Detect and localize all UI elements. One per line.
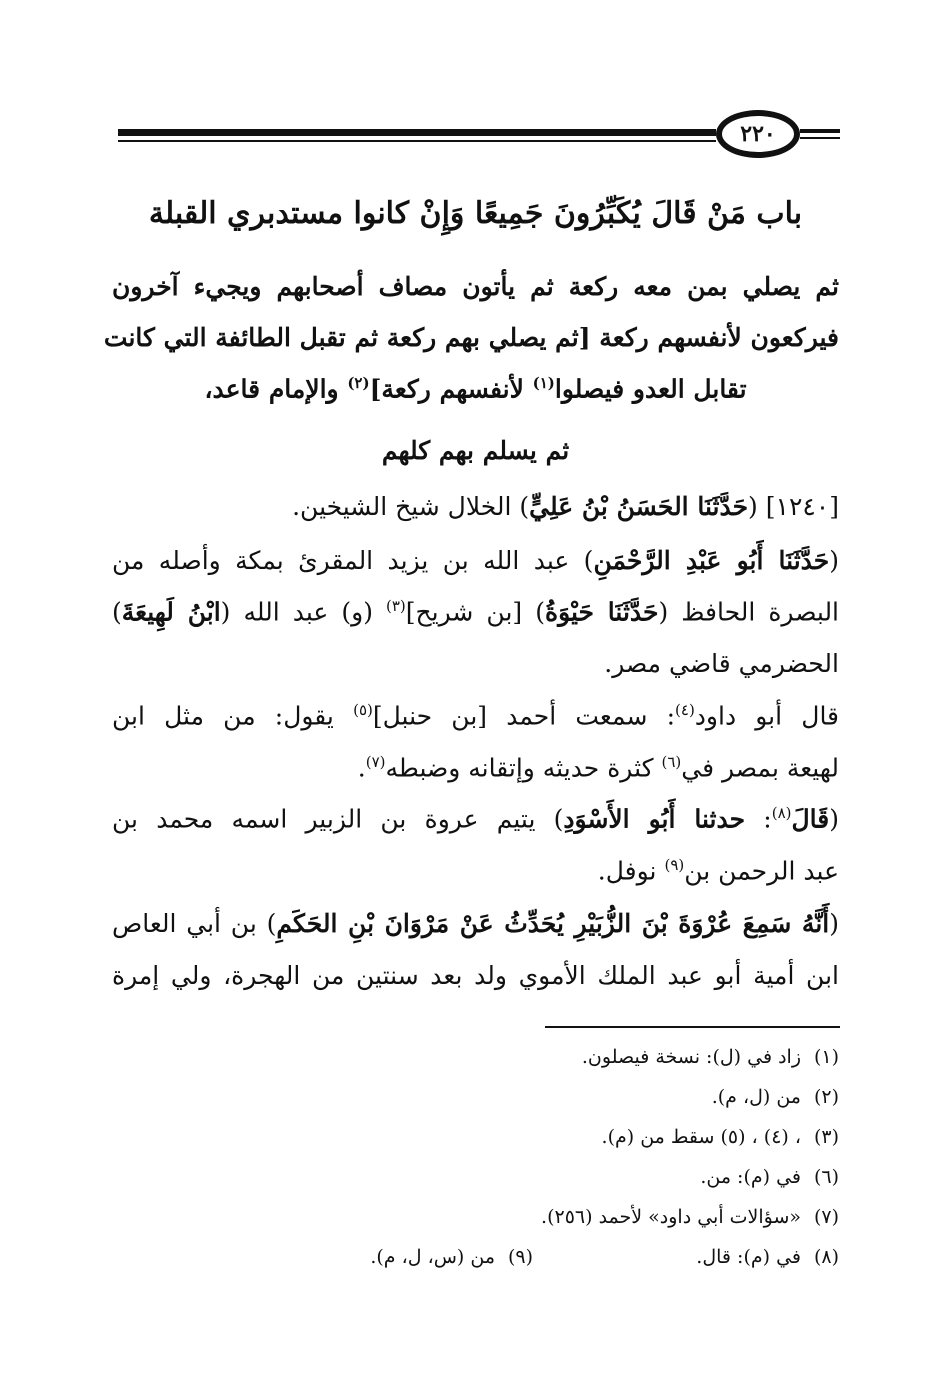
text-line-12: عبد الرحمن بن$^{(٩)}$ نوفل. (597, 856, 839, 886)
header-rule-thick (118, 129, 716, 136)
footnote-9: (٩)من (س، ل، م). (370, 1246, 533, 1268)
footnote-1: (١)زاد في (ل): نسخة فيصلون. (581, 1046, 839, 1068)
text-line-10: لهيعة بمصر في$^{(٦)}$ كثرة حديثه وإتقانه وضبطه$^{(٧)}$. (357, 753, 839, 783)
text-line-8: الحضرمي قاضي مصر. (604, 649, 839, 678)
header-rule-right-thin (800, 137, 840, 139)
text-line-1: ثم يصلي بمن معه ركعة ثم يأتون مصاف أصحابهم ويجيء آخرون (112, 272, 839, 301)
header-rule-thin (118, 140, 716, 142)
footnote-ref: (٩) (664, 856, 685, 874)
text-line-4: ثم يسلم بهم كلهم (381, 436, 570, 465)
footnote-ref: (١) (532, 374, 555, 392)
chapter-title: باب مَنْ قَالَ يُكَبِّرُونَ جَمِيعًا وَإِنْ كانوا مستدبري القبلة (148, 196, 803, 231)
text-line-13: (أَنَّهُ سَمِعَ عُرْوَةَ بْنَ الزُّبَيْرِ يُحَدِّثُ عَنْ مَرْوَانَ بْنِ الحَكَمِ) بن أبي العاص (112, 909, 839, 938)
footnote-ref: (٤) (675, 701, 695, 719)
footnote-8: (٨)في (م): قال. (696, 1246, 839, 1268)
page-number: ٢٢٠ (716, 110, 800, 158)
footnote-ref: (٦) (661, 753, 682, 771)
hadith-number-line: [١٢٤٠] (حَدَّثَنَا الحَسَنُ بْنُ عَلِيٍّ) الخلال شيخ الشيخين. (292, 492, 839, 521)
text-line-2: فيركعون لأنفسهم ركعة [ثم يصلي بهم ركعة ثم تقبل الطائفة التي كانت (103, 323, 839, 352)
footnote-6: (٦)في (م): من. (700, 1166, 839, 1188)
text-line-14: ابن أمية أبو عبد الملك الأموي ولد بعد سنتين من الهجرة، ولي إمرة (112, 961, 839, 990)
footnote-2: (٢)من (ل، م). (711, 1086, 839, 1108)
footnote-ref: (٣) (386, 597, 406, 615)
footnote-ref: (٨) (771, 804, 792, 822)
text-line-11: (قَالَ$^{(٨)}$: حدثنا أَبُو الأَسْوَدِ) يتيم عروة بن الزبير اسمه محمد بن (112, 804, 840, 834)
text-line-3: تقابل العدو فيصلوا$^{(١)}$ لأنفسهم ركعة]$^{(٢)}$ والإمام قاعد، (204, 374, 747, 404)
footnote-3: (٣)، (٤) ، (٥) سقط من (م). (601, 1126, 839, 1148)
text-line-7: البصرة الحافظ (حَدَّثَنَا حَيْوَةُ) [بن شريح]$^{(٣)}$ (و) عبد الله (ابْنُ لَهِيعَةَ) (112, 597, 840, 627)
text-line-6: (حَدَّثَنَا أَبُو عَبْدِ الرَّحْمَنِ) عبد الله بن يزيد المقرئ بمكة وأصله من (112, 546, 840, 575)
text-line-9: قال أبو داود$^{(٤)}$: سمعت أحمد [بن حنبل]$^{(٥)}$ يقول: من مثل ابن (112, 701, 840, 731)
header-rule-right (800, 129, 840, 133)
footnote-ref: (٥) (353, 701, 373, 719)
footnote-ref: (٧) (365, 753, 386, 771)
footnote-ref: (٢) (347, 374, 370, 392)
footnote-7: (٧)«سؤالات أبي داود» لأحمد (٢٥٦). (541, 1206, 839, 1228)
footnote-separator (545, 1026, 840, 1028)
